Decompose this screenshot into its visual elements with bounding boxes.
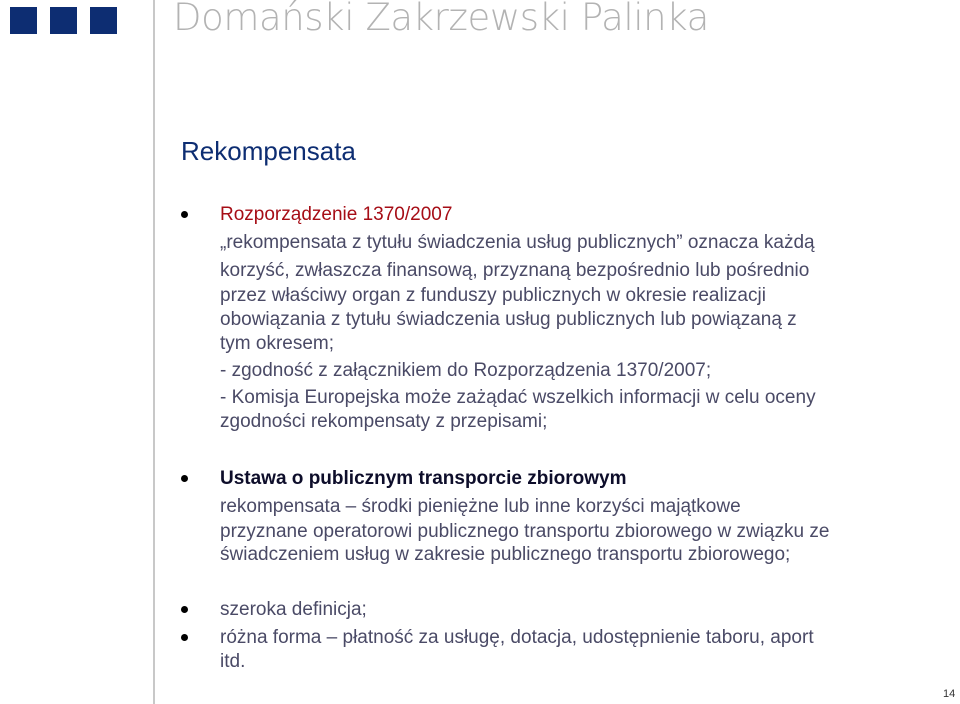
body-line: zgodności rekompensaty z przepisami; — [220, 411, 548, 432]
section-heading: Rozporządzenie 1370/2007 — [220, 204, 453, 225]
body-line: korzyść, zwłaszcza finansową, przyznaną bezpośrednio lub pośrednio — [220, 260, 810, 281]
logo-square — [90, 7, 117, 34]
body-line: itd. — [220, 651, 246, 672]
body-line: obowiązania z tytułu świadczenia usług publicznych lub powiązaną z — [220, 309, 797, 330]
body-line: różna forma – płatność za usługę, dotacja, udostępnienie taboru, aport — [220, 627, 814, 648]
body-line: przez właściwy organ z funduszy publicznych w okresie realizacji — [220, 285, 766, 306]
bullet-icon — [181, 606, 188, 613]
body-line: - zgodność z załącznikiem do Rozporządzenia 1370/2007; — [220, 360, 712, 381]
body-line: świadczeniem usług w zakresie publicznego transportu zbiorowego; — [220, 544, 791, 565]
body-line: szeroka definicja; — [220, 599, 367, 620]
page-number: 14 — [943, 688, 956, 700]
logo-squares — [10, 7, 117, 34]
logo-square — [10, 7, 37, 34]
logo-square — [50, 7, 77, 34]
header-divider — [153, 0, 155, 704]
body-line: tym okresem; — [220, 333, 335, 354]
body-line: - Komisja Europejska może zażądać wszelkich informacji w celu oceny — [220, 387, 816, 408]
bullet-icon — [181, 634, 188, 641]
bullet-icon — [181, 475, 188, 482]
section-heading: Ustawa o publicznym transporcie zbiorowym — [220, 468, 627, 489]
body-line: „rekompensata z tytułu świadczenia usług publicznych” oznacza każdą — [220, 232, 815, 253]
body-line: przyznane operatorowi publicznego transportu zbiorowego w związku ze — [220, 521, 830, 542]
slide-title: Rekompensata — [181, 136, 356, 166]
bullet-icon — [181, 211, 188, 218]
brand-name: Domański Zakrzewski Palinka — [173, 0, 709, 39]
body-line: rekompensata – środki pieniężne lub inne korzyści majątkowe — [220, 496, 741, 517]
